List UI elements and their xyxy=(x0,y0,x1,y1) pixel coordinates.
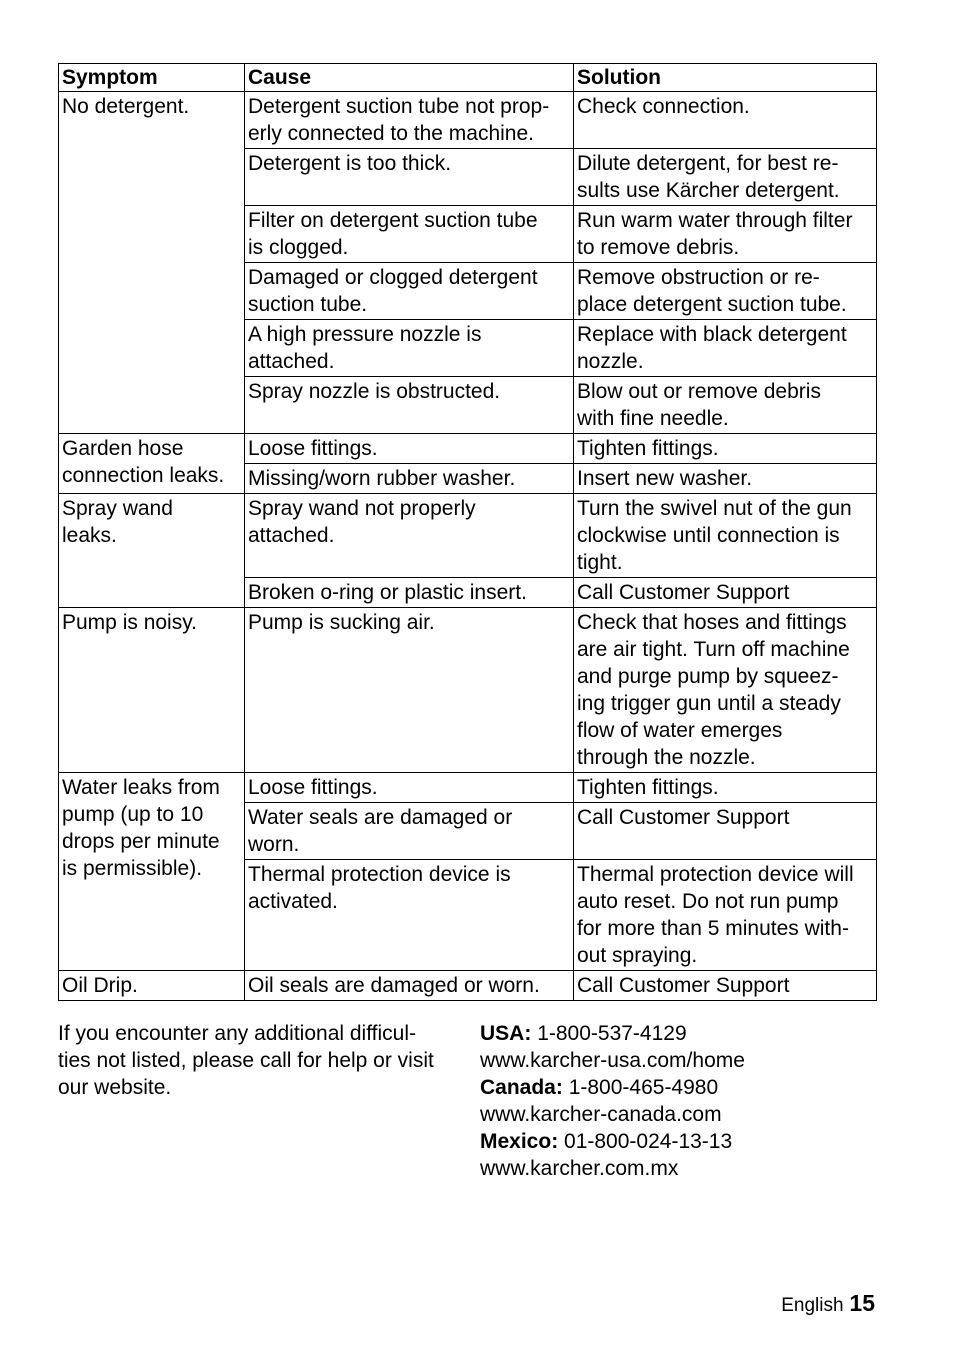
table-header-row xyxy=(59,64,877,92)
symptom-cell xyxy=(59,494,245,608)
symptom-cell xyxy=(59,608,245,773)
cause-text: Damaged or clogged detergent suction tube. xyxy=(248,266,538,316)
mexico-website-link: www.karcher.com.mx xyxy=(480,1157,679,1180)
solution-cell xyxy=(574,803,877,860)
symptom-text: Pump is noisy. xyxy=(62,611,197,634)
solution-text: Tighten fittings. xyxy=(577,437,719,460)
solution-text: Turn the swivel nut of the gun clockwise until connection is tight. xyxy=(577,497,852,574)
canada-website-link: www.karcher-canada.com xyxy=(480,1103,722,1126)
cause-cell xyxy=(245,464,574,494)
solution-text: Call Customer Support xyxy=(577,581,790,604)
cause-text: Broken o-ring or plastic insert. xyxy=(248,581,527,604)
cause-text: Loose fittings. xyxy=(248,437,378,460)
table-row xyxy=(59,971,877,1001)
solution-cell xyxy=(574,320,877,377)
solution-cell xyxy=(574,464,877,494)
cause-text: Filter on detergent suction tube is clogged. xyxy=(248,209,538,259)
cause-cell xyxy=(245,578,574,608)
usa-phone-line xyxy=(480,1020,900,1047)
cause-text: Spray nozzle is obstructed. xyxy=(248,380,501,403)
symptom-text: Garden hose connection leaks. xyxy=(62,437,225,487)
cause-text: Water seals are damaged or worn. xyxy=(248,806,513,856)
troubleshooting-table xyxy=(58,63,877,1001)
cause-cell xyxy=(245,608,574,773)
solution-cell xyxy=(574,860,877,971)
usa-label: USA: xyxy=(480,1022,532,1045)
solution-text: Remove obstruction or re- place detergent suction tube. xyxy=(577,266,847,316)
canada-label: Canada: xyxy=(480,1076,563,1099)
solution-text: Run warm water through filter to remove debris. xyxy=(577,209,853,259)
solution-cell xyxy=(574,377,877,434)
mexico-phone: 01-800-024-13-13 xyxy=(564,1130,733,1153)
cause-cell xyxy=(245,860,574,971)
cause-text: Oil seals are damaged or worn. xyxy=(248,974,540,997)
solution-text: Insert new washer. xyxy=(577,467,753,490)
symptom-text: No detergent. xyxy=(62,95,190,118)
symptom-cell xyxy=(59,92,245,434)
cause-text: Spray wand not properly attached. xyxy=(248,497,476,547)
cause-cell xyxy=(245,971,574,1001)
solution-cell xyxy=(574,578,877,608)
solution-text: Call Customer Support xyxy=(577,974,790,997)
mexico-label: Mexico: xyxy=(480,1130,559,1153)
cause-cell xyxy=(245,149,574,206)
solution-text: Replace with black detergent nozzle. xyxy=(577,323,847,373)
usa-website-link: www.karcher-usa.com/home xyxy=(480,1049,745,1072)
symptom-text: Oil Drip. xyxy=(62,974,138,997)
solution-text: Dilute detergent, for best re- sults use Kärcher detergent. xyxy=(577,152,840,202)
solution-cell xyxy=(574,206,877,263)
cause-cell xyxy=(245,377,574,434)
solution-cell xyxy=(574,773,877,803)
cause-cell xyxy=(245,773,574,803)
solution-cell xyxy=(574,971,877,1001)
solution-cell xyxy=(574,608,877,773)
canada-phone-line xyxy=(480,1074,900,1101)
symptom-text: Spray wand leaks. xyxy=(62,497,173,547)
cause-cell xyxy=(245,434,574,464)
header-cause: Cause xyxy=(245,64,574,92)
mexico-phone-line xyxy=(480,1128,900,1155)
cause-cell xyxy=(245,92,574,149)
page-language: English xyxy=(781,1295,844,1316)
cause-text: Missing/worn rubber washer. xyxy=(248,467,516,490)
contact-block xyxy=(480,1020,900,1182)
help-note: If you encounter any additional difficul- ties not listed, please call for help or visit our website. xyxy=(58,1022,434,1099)
table-row xyxy=(59,773,877,803)
cause-text: Thermal protection device is activated. xyxy=(248,863,511,913)
page-number: 15 xyxy=(849,1290,875,1316)
cause-cell xyxy=(245,803,574,860)
cause-cell xyxy=(245,263,574,320)
solution-text: Call Customer Support xyxy=(577,806,790,829)
cause-cell xyxy=(245,206,574,263)
table-row xyxy=(59,434,877,464)
cause-text: A high pressure nozzle is attached. xyxy=(248,323,482,373)
solution-text: Check that hoses and fittings are air tight. Turn off machine and purge pump by squeez- ing trigger gun until a steady flow of water emerges through the nozzle. xyxy=(577,611,850,769)
solution-text: Tighten fittings. xyxy=(577,776,719,799)
solution-cell xyxy=(574,149,877,206)
table-row xyxy=(59,494,877,578)
cause-text: Loose fittings. xyxy=(248,776,378,799)
cause-text: Detergent is too thick. xyxy=(248,152,452,175)
symptom-cell xyxy=(59,434,245,494)
solution-cell xyxy=(574,434,877,464)
table-row xyxy=(59,92,877,149)
header-symptom: Symptom xyxy=(59,64,245,92)
solution-cell xyxy=(574,263,877,320)
header-solution: Solution xyxy=(574,64,877,92)
usa-phone: 1-800-537-4129 xyxy=(537,1022,687,1045)
solution-text: Check connection. xyxy=(577,95,750,118)
table-row xyxy=(59,608,877,773)
cause-cell xyxy=(245,320,574,377)
page-footer xyxy=(781,1290,875,1319)
solution-cell xyxy=(574,494,877,578)
canada-phone: 1-800-465-4980 xyxy=(568,1076,719,1099)
solution-text: Thermal protection device will auto reset. Do not run pump for more than 5 minutes with- out spraying. xyxy=(577,863,854,967)
cause-text: Detergent suction tube not prop- erly connected to the machine. xyxy=(248,95,550,145)
symptom-text: Water leaks from pump (up to 10 drops per minute is permissible). xyxy=(62,776,220,880)
solution-cell xyxy=(574,92,877,149)
cause-text: Pump is sucking air. xyxy=(248,611,435,634)
symptom-cell xyxy=(59,773,245,971)
cause-cell xyxy=(245,494,574,578)
solution-text: Blow out or remove debris with fine needle. xyxy=(577,380,821,430)
symptom-cell xyxy=(59,971,245,1001)
